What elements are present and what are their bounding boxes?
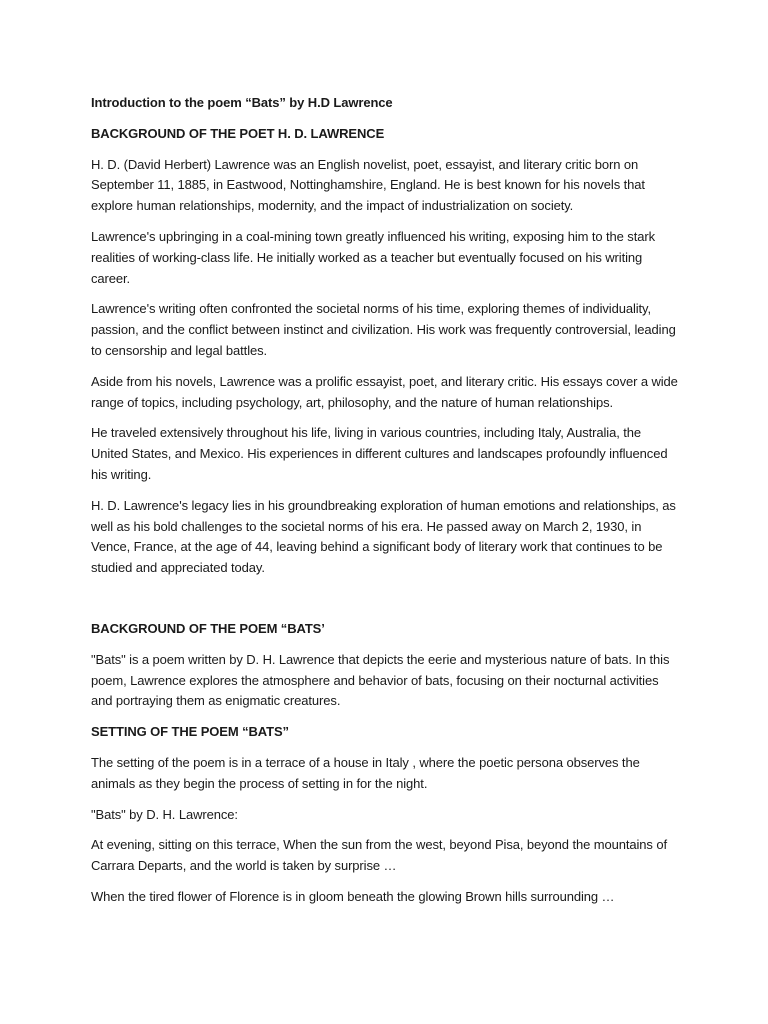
- paragraph: Lawrence's writing often confronted the societal norms of his time, exploring themes of individuality, passion, and the conflict between instinct and civilization. His work was frequently controversial, leading to censorship and legal battles.: [91, 301, 676, 358]
- poem-background-heading: BACKGROUND OF THE POEM “BATS’: [91, 620, 325, 636]
- poem-label: "Bats" by D. H. Lawrence:: [91, 806, 238, 822]
- paragraph: He traveled extensively throughout his life, living in various countries, including Italy, Australia, the United States, and Mexico. His experiences in different cultures and landscapes profoundly influenced his writing.: [91, 425, 668, 482]
- section-spacer: [91, 589, 681, 619]
- document-body: [91, 93, 681, 918]
- poet-background-heading: BACKGROUND OF THE POET H. D. LAWRENCE: [91, 125, 385, 141]
- paragraph: H. D. (David Herbert) Lawrence was an English novelist, poet, essayist, and literary critic born on September 11, 1885, in Eastwood, Nottinghamshire, England. He is best known for his novels that explore human relationships, modernity, and the impact of industrialization on society.: [91, 156, 645, 214]
- poem-excerpt: When the tired flower of Florence is in gloom beneath the glowing Brown hills surrounding …: [91, 888, 615, 904]
- paragraph: H. D. Lawrence's legacy lies in his groundbreaking exploration of human emotions and relationships, as well as his bold challenges to the societal norms of his era. He passed away on March 2, 1930, in Vence, France, at the age of 44, leaving behind a significant body of literary work that continues to be studied and appreciated today.: [91, 497, 676, 576]
- paragraph: Lawrence's upbringing in a coal-mining town greatly influenced his writing, exposing him to the stark realities of working-class life. He initially worked as a teacher but eventually focused on his writing career.: [91, 228, 655, 286]
- paragraph: The setting of the poem is in a terrace of a house in Italy , where the poetic persona observes the animals as they begin the process of setting in for the night.: [91, 754, 640, 791]
- paragraph: Aside from his novels, Lawrence was a prolific essayist, poet, and literary critic. His essays cover a wide range of topics, including psychology, art, philosophy, and the nature of human relationships.: [91, 373, 678, 410]
- paragraph: "Bats" is a poem written by D. H. Lawrence that depicts the eerie and mysterious nature of bats. In this poem, Lawrence explores the atmosphere and behavior of bats, focusing on their nocturnal activities and portraying them as enigmatic creatures.: [91, 651, 670, 709]
- document-title: Introduction to the poem “Bats” by H.D Lawrence: [91, 95, 393, 110]
- poem-excerpt: At evening, sitting on this terrace, When the sun from the west, beyond Pisa, beyond the mountains of Carrara Departs, and the world is taken by surprise …: [91, 837, 667, 874]
- poem-setting-heading: SETTING OF THE POEM “BATS”: [91, 724, 289, 740]
